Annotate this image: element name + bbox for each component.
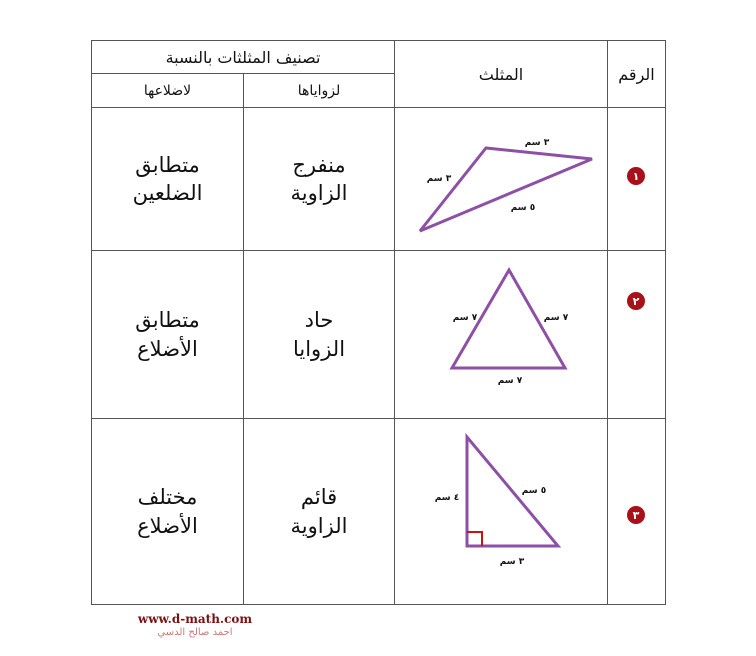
side-label: ٣ سم xyxy=(426,174,452,184)
angle-type: حاد xyxy=(304,308,334,333)
row-number-badge: ١ xyxy=(627,167,645,185)
header-classification: تصنيف المثلثات بالنسبة xyxy=(165,47,321,67)
sides-type: مختلف xyxy=(137,485,198,510)
site-url[interactable]: www.d-math.com xyxy=(137,612,253,626)
header-triangle: المثلث xyxy=(478,64,524,84)
sides-type: متطابق xyxy=(135,152,200,177)
row-number-badge: ٣ xyxy=(627,506,645,524)
row-number-badge: ٢ xyxy=(627,292,645,310)
header-by-angles: لزواياها xyxy=(297,82,341,99)
sides-type-qualifier: الأضلاع xyxy=(137,336,198,361)
angle-type-qualifier: الزاوية xyxy=(290,513,348,538)
triangle-right xyxy=(435,437,558,567)
sides-type-qualifier: الضلعين xyxy=(132,181,203,205)
side-label: ٧ سم xyxy=(497,376,523,386)
angle-type-qualifier: الزاوية xyxy=(290,181,348,205)
triangle-obtuse-shape xyxy=(420,148,592,231)
sides-type-qualifier: الأضلاع xyxy=(137,513,198,538)
side-label: ٤ سم xyxy=(434,493,460,503)
side-label: ٣ سم xyxy=(524,138,550,148)
angle-type: منفرج xyxy=(292,152,346,177)
header-by-sides: لاضلاعها xyxy=(143,82,192,99)
header-number: الرقم xyxy=(618,64,655,84)
side-label: ٥ سم xyxy=(510,203,536,213)
sides-type: متطابق xyxy=(135,308,200,333)
triangle-obtuse xyxy=(420,138,592,231)
angle-type-qualifier: الزوايا xyxy=(292,336,346,361)
side-label: ٧ سم xyxy=(543,313,569,323)
side-label: ٧ سم xyxy=(452,313,478,323)
angle-type: قائم xyxy=(300,485,338,510)
right-angle-mark xyxy=(467,532,482,546)
triangle-acute xyxy=(452,270,569,386)
author-name: احمد صالح الدسي xyxy=(157,627,233,638)
side-label: ٣ سم xyxy=(499,557,525,567)
side-label: ٥ سم xyxy=(521,486,547,496)
